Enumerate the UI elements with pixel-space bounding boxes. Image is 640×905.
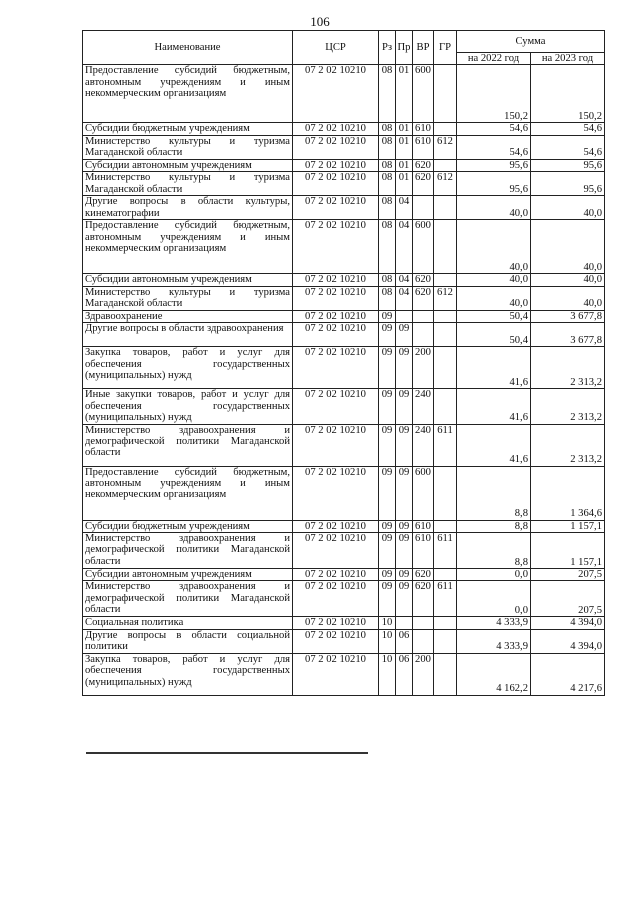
row-name-cell: Субсидии бюджетным учреждениям <box>83 520 293 532</box>
row-vr-cell <box>413 617 434 629</box>
row-pr-cell: 01 <box>396 172 413 196</box>
row-csr-cell: 07 2 02 10210 <box>293 220 379 274</box>
row-vr-cell <box>413 310 434 322</box>
row-gr-cell <box>434 653 457 695</box>
header-pr: Пр <box>396 31 413 65</box>
row-vr-cell: 600 <box>413 65 434 123</box>
header-gr: ГР <box>434 31 457 65</box>
row-rz-cell: 08 <box>379 196 396 220</box>
header-name: Наименование <box>83 31 293 65</box>
row-sum-2022-cell: 54,6 <box>457 123 531 135</box>
row-csr-cell: 07 2 02 10210 <box>293 172 379 196</box>
row-gr-cell <box>434 323 457 347</box>
row-sum-2023-cell: 40,0 <box>531 286 605 310</box>
row-sum-2023-cell: 4 217,6 <box>531 653 605 695</box>
row-sum-2023-cell: 1 364,6 <box>531 466 605 520</box>
row-rz-cell: 08 <box>379 172 396 196</box>
table-row <box>83 629 605 653</box>
row-gr-cell <box>434 274 457 286</box>
row-csr-cell: 07 2 02 10210 <box>293 520 379 532</box>
row-sum-2023-cell: 40,0 <box>531 220 605 274</box>
row-pr-cell: 04 <box>396 286 413 310</box>
row-csr-cell: 07 2 02 10210 <box>293 389 379 424</box>
table-row <box>83 274 605 286</box>
row-vr-cell: 620 <box>413 274 434 286</box>
table-row <box>83 389 605 424</box>
row-pr-cell: 09 <box>396 347 413 389</box>
row-vr-cell <box>413 323 434 347</box>
row-sum-2022-cell: 0,0 <box>457 568 531 580</box>
row-vr-cell: 200 <box>413 653 434 695</box>
row-name-cell: Здравоохранение <box>83 310 293 322</box>
table-row <box>83 520 605 532</box>
row-name-cell: Закупка товаров, работ и услуг для обеспечения государственных (муниципальных) нужд <box>83 347 293 389</box>
row-name-cell: Субсидии автономным учреждениям <box>83 568 293 580</box>
row-pr-cell: 04 <box>396 274 413 286</box>
row-csr-cell: 07 2 02 10210 <box>293 65 379 123</box>
row-pr-cell: 01 <box>396 123 413 135</box>
row-pr-cell: 09 <box>396 323 413 347</box>
row-vr-cell <box>413 196 434 220</box>
row-sum-2023-cell: 2 313,2 <box>531 424 605 466</box>
header-csr: ЦСР <box>293 31 379 65</box>
row-csr-cell: 07 2 02 10210 <box>293 581 379 617</box>
row-sum-2023-cell: 150,2 <box>531 65 605 123</box>
row-vr-cell: 610 <box>413 520 434 532</box>
footnote-rule <box>86 752 368 754</box>
row-rz-cell: 08 <box>379 123 396 135</box>
row-pr-cell: 09 <box>396 520 413 532</box>
header-2022: на 2022 год <box>457 53 531 65</box>
row-sum-2023-cell: 95,6 <box>531 172 605 196</box>
row-sum-2023-cell: 2 313,2 <box>531 347 605 389</box>
row-sum-2023-cell: 207,5 <box>531 568 605 580</box>
row-pr-cell: 09 <box>396 466 413 520</box>
row-sum-2023-cell: 1 157,1 <box>531 532 605 568</box>
row-pr-cell: 04 <box>396 220 413 274</box>
table-row <box>83 581 605 617</box>
row-gr-cell <box>434 389 457 424</box>
row-name-cell: Субсидии автономным учреждениям <box>83 274 293 286</box>
row-csr-cell: 07 2 02 10210 <box>293 347 379 389</box>
table-row <box>83 424 605 466</box>
row-rz-cell: 08 <box>379 65 396 123</box>
row-name-cell: Министерство здравоохранения и демографической политики Магаданской области <box>83 424 293 466</box>
row-sum-2022-cell: 41,6 <box>457 424 531 466</box>
row-sum-2022-cell: 150,2 <box>457 65 531 123</box>
row-rz-cell: 10 <box>379 653 396 695</box>
row-pr-cell: 01 <box>396 135 413 159</box>
table-row <box>83 617 605 629</box>
row-gr-cell <box>434 466 457 520</box>
row-csr-cell: 07 2 02 10210 <box>293 135 379 159</box>
row-pr-cell: 09 <box>396 532 413 568</box>
row-csr-cell: 07 2 02 10210 <box>293 424 379 466</box>
row-gr-cell <box>434 123 457 135</box>
row-vr-cell: 620 <box>413 286 434 310</box>
table-row <box>83 123 605 135</box>
row-csr-cell: 07 2 02 10210 <box>293 617 379 629</box>
row-gr-cell <box>434 220 457 274</box>
row-csr-cell: 07 2 02 10210 <box>293 466 379 520</box>
row-sum-2022-cell: 50,4 <box>457 310 531 322</box>
row-vr-cell: 610 <box>413 123 434 135</box>
row-rz-cell: 09 <box>379 323 396 347</box>
table-row <box>83 286 605 310</box>
table-row <box>83 532 605 568</box>
table-row <box>83 310 605 322</box>
row-pr-cell: 06 <box>396 629 413 653</box>
row-sum-2023-cell: 3 677,8 <box>531 323 605 347</box>
table-row <box>83 135 605 159</box>
row-vr-cell: 620 <box>413 568 434 580</box>
row-sum-2022-cell: 4 333,9 <box>457 629 531 653</box>
row-vr-cell: 600 <box>413 466 434 520</box>
row-csr-cell: 07 2 02 10210 <box>293 653 379 695</box>
table-row <box>83 653 605 695</box>
header-vr: ВР <box>413 31 434 65</box>
row-gr-cell <box>434 347 457 389</box>
row-sum-2022-cell: 8,8 <box>457 532 531 568</box>
row-sum-2022-cell: 4 162,2 <box>457 653 531 695</box>
row-rz-cell: 08 <box>379 274 396 286</box>
row-csr-cell: 07 2 02 10210 <box>293 532 379 568</box>
row-gr-cell: 611 <box>434 424 457 466</box>
row-gr-cell <box>434 196 457 220</box>
row-vr-cell: 620 <box>413 581 434 617</box>
row-vr-cell: 240 <box>413 389 434 424</box>
row-gr-cell <box>434 520 457 532</box>
row-name-cell: Министерство культуры и туризма Магаданской области <box>83 286 293 310</box>
row-name-cell: Предоставление субсидий бюджетным, автономным учреждениям и иным некоммерческим организациям <box>83 466 293 520</box>
row-name-cell: Предоставление субсидий бюджетным, автономным учреждениям и иным некоммерческим организациям <box>83 65 293 123</box>
row-rz-cell: 08 <box>379 135 396 159</box>
row-sum-2023-cell: 54,6 <box>531 123 605 135</box>
row-rz-cell: 08 <box>379 286 396 310</box>
row-pr-cell: 09 <box>396 581 413 617</box>
header-2023: на 2023 год <box>531 53 605 65</box>
row-rz-cell: 09 <box>379 581 396 617</box>
row-sum-2022-cell: 8,8 <box>457 466 531 520</box>
budget-table <box>82 30 605 696</box>
header-sum: Сумма <box>457 31 605 53</box>
row-vr-cell: 600 <box>413 220 434 274</box>
row-name-cell: Социальная политика <box>83 617 293 629</box>
row-sum-2023-cell: 4 394,0 <box>531 629 605 653</box>
row-rz-cell: 09 <box>379 466 396 520</box>
row-vr-cell: 620 <box>413 172 434 196</box>
row-pr-cell: 01 <box>396 159 413 171</box>
row-name-cell: Другие вопросы в области здравоохранения <box>83 323 293 347</box>
row-pr-cell: 09 <box>396 389 413 424</box>
table-row <box>83 568 605 580</box>
row-vr-cell: 610 <box>413 135 434 159</box>
row-name-cell: Субсидии бюджетным учреждениям <box>83 123 293 135</box>
table-row <box>83 466 605 520</box>
row-sum-2022-cell: 8,8 <box>457 520 531 532</box>
row-csr-cell: 07 2 02 10210 <box>293 159 379 171</box>
row-csr-cell: 07 2 02 10210 <box>293 629 379 653</box>
row-gr-cell <box>434 65 457 123</box>
row-vr-cell <box>413 629 434 653</box>
row-gr-cell <box>434 617 457 629</box>
row-sum-2022-cell: 54,6 <box>457 135 531 159</box>
table-row <box>83 323 605 347</box>
row-pr-cell: 06 <box>396 653 413 695</box>
row-sum-2023-cell: 207,5 <box>531 581 605 617</box>
row-name-cell: Субсидии автономным учреждениям <box>83 159 293 171</box>
row-csr-cell: 07 2 02 10210 <box>293 310 379 322</box>
row-rz-cell: 09 <box>379 347 396 389</box>
row-csr-cell: 07 2 02 10210 <box>293 286 379 310</box>
header-rz: Рз <box>379 31 396 65</box>
row-rz-cell: 09 <box>379 568 396 580</box>
row-name-cell: Другие вопросы в области социальной политики <box>83 629 293 653</box>
row-name-cell: Другие вопросы в области культуры, кинематографии <box>83 196 293 220</box>
row-gr-cell <box>434 629 457 653</box>
row-pr-cell: 09 <box>396 568 413 580</box>
table-header <box>83 31 605 65</box>
row-name-cell: Предоставление субсидий бюджетным, автономным учреждениям и иным некоммерческим организациям <box>83 220 293 274</box>
row-sum-2022-cell: 50,4 <box>457 323 531 347</box>
row-gr-cell <box>434 568 457 580</box>
row-rz-cell: 09 <box>379 424 396 466</box>
row-sum-2022-cell: 95,6 <box>457 172 531 196</box>
row-rz-cell: 10 <box>379 617 396 629</box>
row-rz-cell: 09 <box>379 310 396 322</box>
table-row <box>83 172 605 196</box>
row-sum-2023-cell: 40,0 <box>531 274 605 286</box>
table-body <box>83 65 605 695</box>
row-csr-cell: 07 2 02 10210 <box>293 274 379 286</box>
row-sum-2023-cell: 40,0 <box>531 196 605 220</box>
row-gr-cell <box>434 159 457 171</box>
row-pr-cell <box>396 310 413 322</box>
row-sum-2022-cell: 40,0 <box>457 196 531 220</box>
row-vr-cell: 240 <box>413 424 434 466</box>
row-sum-2023-cell: 3 677,8 <box>531 310 605 322</box>
table-row <box>83 196 605 220</box>
row-rz-cell: 08 <box>379 220 396 274</box>
row-sum-2022-cell: 95,6 <box>457 159 531 171</box>
row-sum-2022-cell: 41,6 <box>457 347 531 389</box>
row-name-cell: Министерство культуры и туризма Магаданской области <box>83 135 293 159</box>
row-vr-cell: 200 <box>413 347 434 389</box>
row-rz-cell: 09 <box>379 532 396 568</box>
row-name-cell: Закупка товаров, работ и услуг для обеспечения государственных (муниципальных) нужд <box>83 653 293 695</box>
row-sum-2022-cell: 0,0 <box>457 581 531 617</box>
row-sum-2022-cell: 40,0 <box>457 274 531 286</box>
row-csr-cell: 07 2 02 10210 <box>293 323 379 347</box>
table-row <box>83 347 605 389</box>
row-gr-cell: 612 <box>434 172 457 196</box>
row-name-cell: Иные закупки товаров, работ и услуг для обеспечения государственных (муниципальных) нужд <box>83 389 293 424</box>
table-row <box>83 159 605 171</box>
row-gr-cell <box>434 310 457 322</box>
row-name-cell: Министерство здравоохранения и демографической политики Магаданской области <box>83 532 293 568</box>
row-pr-cell <box>396 617 413 629</box>
row-gr-cell: 611 <box>434 581 457 617</box>
row-gr-cell: 612 <box>434 135 457 159</box>
row-name-cell: Министерство здравоохранения и демографической политики Магаданской области <box>83 581 293 617</box>
row-rz-cell: 09 <box>379 389 396 424</box>
row-sum-2023-cell: 54,6 <box>531 135 605 159</box>
row-name-cell: Министерство культуры и туризма Магаданской области <box>83 172 293 196</box>
row-sum-2023-cell: 95,6 <box>531 159 605 171</box>
row-sum-2022-cell: 40,0 <box>457 286 531 310</box>
row-sum-2022-cell: 41,6 <box>457 389 531 424</box>
row-pr-cell: 04 <box>396 196 413 220</box>
row-csr-cell: 07 2 02 10210 <box>293 568 379 580</box>
row-sum-2022-cell: 40,0 <box>457 220 531 274</box>
table-row <box>83 220 605 274</box>
row-rz-cell: 09 <box>379 520 396 532</box>
row-sum-2023-cell: 2 313,2 <box>531 389 605 424</box>
row-sum-2023-cell: 1 157,1 <box>531 520 605 532</box>
row-gr-cell: 611 <box>434 532 457 568</box>
table-row <box>83 65 605 123</box>
row-sum-2022-cell: 4 333,9 <box>457 617 531 629</box>
row-gr-cell: 612 <box>434 286 457 310</box>
row-rz-cell: 10 <box>379 629 396 653</box>
page-number: 106 <box>310 14 330 29</box>
row-pr-cell: 01 <box>396 65 413 123</box>
row-csr-cell: 07 2 02 10210 <box>293 123 379 135</box>
row-vr-cell: 620 <box>413 159 434 171</box>
row-sum-2023-cell: 4 394,0 <box>531 617 605 629</box>
row-rz-cell: 08 <box>379 159 396 171</box>
row-csr-cell: 07 2 02 10210 <box>293 196 379 220</box>
row-pr-cell: 09 <box>396 424 413 466</box>
row-vr-cell: 610 <box>413 532 434 568</box>
